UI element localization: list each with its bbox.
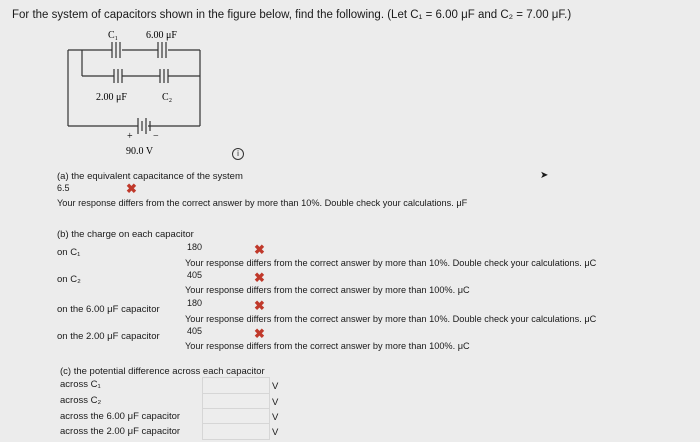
part-c-input[interactable] — [202, 377, 270, 394]
battery-label: 90.0 V — [126, 146, 154, 157]
part-b-input[interactable]: 180 — [187, 242, 203, 252]
part-b-feedback: Your response differs from the correct answer by more than 10%. Double check your calculations. μC — [185, 258, 597, 268]
part-b-wrong-icon: ✖ — [254, 270, 265, 285]
part-b-feedback: Your response differs from the correct answer by more than 100%. μC — [185, 341, 470, 351]
left-cap-label: 2.00 μF — [96, 92, 127, 103]
part-a-wrong-icon: ✖ — [126, 181, 137, 196]
part-c-prompt: (c) the potential difference across each capacitor — [60, 366, 265, 377]
part-a-feedback: Your response differs from the correct answer by more than 10%. Double check your calculations. μF — [57, 198, 468, 208]
part-b-wrong-icon: ✖ — [254, 326, 265, 341]
part-c-unit: V — [272, 427, 279, 438]
part-b-row-label: on the 2.00 μF capacitor — [57, 331, 160, 342]
part-b-input[interactable]: 405 — [187, 326, 203, 336]
part-b-row-label: on the 6.00 μF capacitor — [57, 304, 160, 315]
part-c-row-label: across C₂ — [60, 395, 102, 406]
part-c-unit: V — [272, 381, 279, 392]
cursor-icon: ➤ — [540, 170, 549, 181]
part-b-wrong-icon: ✖ — [254, 298, 265, 313]
question-text: For the system of capacitors shown in the figure below, find the following. (Let C₁ = 6.00 μF and C₂ = 7.00 μF.) — [12, 9, 572, 21]
part-b-input[interactable]: 405 — [187, 270, 203, 280]
part-b-feedback: Your response differs from the correct answer by more than 10%. Double check your calculations. μC — [185, 314, 597, 324]
battery-minus: − — [153, 131, 159, 142]
part-c-input[interactable] — [202, 423, 270, 440]
c2-label: C₂ — [162, 92, 173, 103]
part-b-prompt: (b) the charge on each capacitor — [57, 229, 194, 240]
part-c-unit: V — [272, 412, 279, 423]
battery-plus: + — [127, 131, 133, 142]
part-b-input[interactable]: 180 — [187, 298, 203, 308]
part-c-row-label: across the 6.00 μF capacitor — [60, 411, 181, 422]
top-right-cap-label: 6.00 μF — [146, 30, 177, 41]
part-c-unit: V — [272, 397, 279, 408]
c1-label: C₁ — [108, 30, 119, 41]
part-c-row-label: across the 2.00 μF capacitor — [60, 426, 181, 437]
part-b-row-label: on C₂ — [57, 274, 81, 285]
part-b-feedback: Your response differs from the correct answer by more than 100%. μC — [185, 285, 470, 295]
circuit-diagram — [60, 26, 240, 166]
part-b-wrong-icon: ✖ — [254, 242, 265, 257]
part-c-row-label: across C₁ — [60, 379, 101, 390]
part-a-prompt: (a) the equivalent capacitance of the system — [57, 171, 243, 182]
info-icon[interactable]: i — [232, 148, 244, 160]
part-b-row-label: on C₁ — [57, 247, 81, 258]
part-a-input[interactable]: 6.5 — [57, 183, 70, 193]
